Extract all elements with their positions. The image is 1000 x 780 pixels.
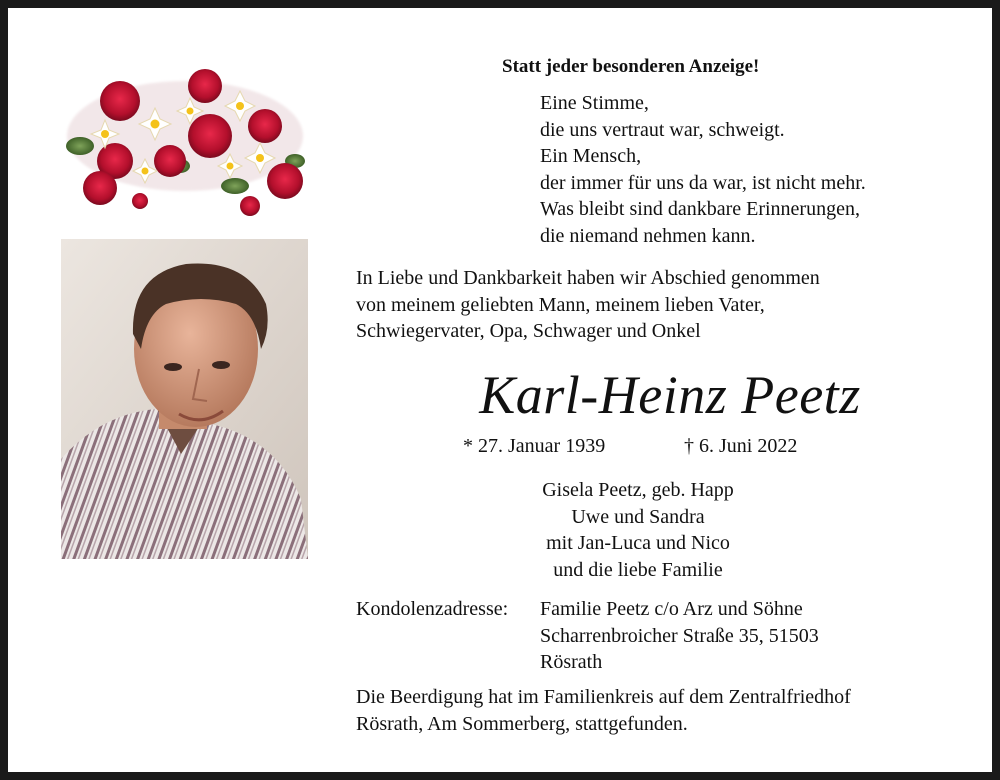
mourner-line: Uwe und Sandra — [571, 505, 705, 528]
intro-line: von meinem geliebten Mann, meinem lieben Vater, — [356, 293, 765, 316]
poem-line: Ein Mensch, — [540, 145, 642, 167]
address-line: Scharrenbroicher Straße 35, 51503 — [540, 624, 819, 647]
poem-line: Was bleibt sind dankbare Erinnerungen, — [540, 198, 860, 220]
poem-line: Eine Stimme, — [540, 92, 649, 114]
funeral-line: Rösrath, Am Sommerberg, stattgefunden. — [356, 712, 688, 735]
funeral-line: Die Beerdigung hat im Familienkreis auf dem Zentralfriedhof — [356, 686, 851, 708]
poem — [540, 90, 866, 249]
mourner-line: Gisela Peetz, geb. Happ — [542, 479, 734, 501]
address-line: Rösrath — [540, 651, 603, 673]
poem-line: der immer für uns da war, ist nicht mehr. — [540, 171, 866, 194]
flower-arrangement-image — [60, 66, 310, 216]
intro-text — [356, 265, 820, 345]
mourner-line: mit Jan-Luca und Nico — [546, 532, 730, 554]
poem-line: die niemand nehmen kann. — [540, 224, 756, 247]
intro-line: In Liebe und Dankbarkeit haben wir Abschied genommen — [356, 267, 820, 289]
birth-date: * 27. Januar 1939 — [463, 435, 606, 457]
mourner-line: und die liebe Familie — [553, 558, 723, 581]
condolence-address — [540, 596, 819, 676]
deceased-name: Karl-Heinz Peetz — [479, 365, 861, 425]
poem-line: die uns vertraut war, schweigt. — [540, 118, 785, 141]
death-date: † 6. Juni 2022 — [684, 435, 798, 457]
obituary-notice — [8, 8, 992, 772]
address-line: Familie Peetz c/o Arz und Söhne — [540, 598, 803, 620]
condolence-label: Kondolenzadresse: — [356, 598, 509, 620]
intro-line: Schwiegervater, Opa, Schwager und Onkel — [356, 320, 701, 342]
funeral-note — [356, 684, 851, 737]
header-title: Statt jeder besonderen Anzeige! — [502, 56, 760, 77]
mourners-list — [438, 477, 838, 583]
